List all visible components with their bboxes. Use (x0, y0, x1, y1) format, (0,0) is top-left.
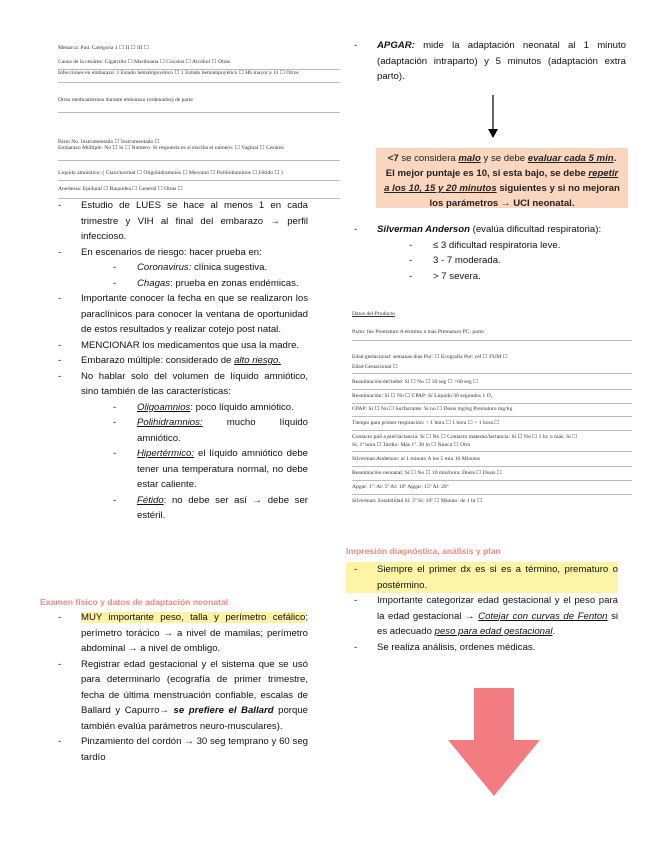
list-item: - Estudio de LUES se hace al menos 1 en cada trimestre y VIH al final del embarazo → perfil infeccioso. (50, 198, 308, 245)
form-row: Parto No. Instrumentado ☐ Instrumentado ☐ (58, 139, 160, 145)
form-title: Datos del Producto (352, 311, 395, 317)
list-item: - Siempre el primer dx es si es a término, prematuro o postérmino. (346, 562, 618, 593)
large-down-arrow-icon (448, 688, 540, 796)
list-item: - Polihidramnios: mucho líquido amniótico. (81, 415, 308, 446)
form-row: Tiempo para primer respiración: < 1 hora ☐ 1 hora ☐ > 1 hora ☐ (352, 420, 500, 426)
list-item: - ≤ 3 dificultad respiratoria leve. (377, 238, 626, 254)
list-item: - Pinzamiento del cordón → 30 seg temprano y 60 seg tardío (50, 734, 308, 765)
divider (352, 416, 632, 417)
list-item: - 3 - 7 moderada. (377, 253, 626, 269)
form-right-excerpt (352, 310, 632, 510)
form-row: Apgar: 1º: Al: 5º Al: 10º Apgar: 15º Al: 20º (352, 484, 449, 490)
list-item: - Hipertérmico: el líquido amniótico debe tener una temperatura normal, no debe estar caliente. (81, 446, 308, 493)
form-row: Causa de la cesárea: Cigarrillo ☐ Marihuana ☐ Cocaína ☐ Alcohol ☐ Otras (58, 59, 230, 65)
divider (352, 340, 632, 341)
down-arrow-icon (486, 95, 500, 139)
form-row: Silverman: Estabilidad Sí: 5º Sí: 10º ☐ Minuto: de 1 hr ☐ (352, 498, 483, 504)
divider (58, 82, 340, 83)
form-row: Reanimación neonatal: Sí ☐ No ☐ 10 min/hora: Dosis ☐ Dosis ☐ (352, 470, 502, 476)
form-row: Anestesia: Epidural ☐ Raquídea ☐ General ☐ Otras ☐ (58, 186, 183, 192)
list-item: - Coronavirus: clínica sugestiva. (81, 260, 308, 276)
form-row: Embarazo Múltiple: No ☐ Sí ☐ Número: Si respuesta es sí escriba el número: ☐ Vaginal ☐ Cesárea (58, 145, 284, 151)
divider (352, 451, 632, 452)
list-item: - En escenarios de riesgo: hacer prueba en: - Coronavirus: clínica sugestiva. - Chagas: prueba en zonas endémicas. (50, 245, 308, 292)
silverman-note (346, 222, 626, 284)
form-left-excerpt (58, 40, 340, 202)
divider (352, 373, 632, 374)
list-item: - Se realiza análisis, ordenes médicas. (346, 640, 618, 656)
form-row: Silverman Anderson: al 1 minuto A los 5 min 10 Minutos (352, 456, 481, 462)
left-notes (50, 198, 308, 524)
form-row: CPAP: Sí ☐ No ☐ Surfactante: Sí no ☐ Dosis mg/kg Prematuro mg/kg (352, 406, 513, 412)
list-item: - APGAR: mide la adaptación neonatal al 1 minuto (adaptación intraparto) y 5 minutos (adaptación extra parto). (346, 38, 626, 85)
impression-notes (346, 562, 618, 655)
list-item: - > 7 severa. (377, 269, 626, 285)
form-row: Parto: fue Prematuro A término a más Prematuro PC: parto (352, 329, 484, 335)
form-row: Edad gestacional: semanas días Por: ☐ Ecografía Por: cel ☐ FUM ☐ (352, 354, 508, 360)
form-row: Otros medicamentos durante embarazo (ordenados) de parte (58, 97, 193, 103)
form-row: Líquido amniótico: ( Claro/normal ☐ Oligohidramnios ☐ Meconio ☐ Polihidramnios ☐ Fétido ☐ ) (58, 170, 283, 176)
divider (58, 160, 340, 161)
list-item: - Importante conocer la fecha en que se realizaron los paraclínicos para conocer la ventana de oportunidad de estos resultados y realizar cotejo post natal. (50, 291, 308, 338)
list-item: - Importante categorizar edad gestacional y el peso para la edad gestacional → Cotejar con curvas de Fenton si es adecuado peso para edad gestacional. (346, 593, 618, 640)
apgar-warning-box: <7 se considera malo y se debe evaluar cada 5 min. El mejor puntaje es 10, si esta bajo, se debe repetir a los 10, 15 y 20 minutos siguientes y si no mejoran los parámetros → UCI neonatal. (376, 148, 628, 208)
list-item: - MENCIONAR los medicamentos que usa la madre. (50, 338, 308, 354)
list-item: - Chagas: prueba en zonas endémicas. (81, 276, 308, 292)
divider (352, 494, 632, 495)
form-row: Menarca: Pad. Categoría 1 ☐ II ☐ III ☐ (58, 45, 149, 51)
apgar-note (346, 38, 626, 85)
form-row: Sí, 1ª hora ☐ Tardío: Más 1ª. 30 m ☐ Nunca ☐ Otra (352, 442, 470, 448)
list-item: - Oligoamnios: poco líquido amniótico. (81, 400, 308, 416)
impression-section-title: Impresión diagnóstica, análisis y plan (346, 546, 501, 556)
divider (352, 480, 632, 481)
list-item: - Embarazo múltiple: considerado de alto riesgo. (50, 353, 308, 369)
form-row: Infecciones en embarazo: 1 Estado hematopoyético ☐ 1 Estado hematopoyético ☐ Hb mayor a 11 ☐ Otros (58, 70, 299, 76)
list-item: - MUY importante peso, talla y perímetro cefálico; perímetro torácico → a nivel de mamilas; perímetro abdominal → a nivel de ombligo. (50, 610, 308, 657)
divider (352, 403, 632, 404)
exam-notes (50, 610, 308, 765)
divider (352, 430, 632, 431)
list-item: - Fétido: no debe ser así → debe ser estéril. (81, 493, 308, 524)
divider (352, 389, 632, 390)
divider (352, 466, 632, 467)
divider (58, 180, 340, 181)
form-row: Reanimación: Sí ☐ No ☐ CPAP: Sí Líquido 30 segundos 1 O₂ (352, 393, 493, 399)
form-row: Contacto piel a piel/lactancia: Sí ☐ No ☐ Contacto materno/lactancia: Sí ☐ No ☐ 1 hr. o más: Sí ☐ (352, 434, 578, 440)
divider (58, 112, 340, 113)
form-row: Reanimación del bebé: Sí ☐ No ☐ 30 seg ☐ >60 seg ☐ (352, 379, 479, 385)
list-item: - Silverman Anderson (evalúa dificultad respiratoria): - ≤ 3 dificultad respiratoria leve. - 3 - 7 moderada. - > 7 severa. (346, 222, 626, 284)
form-row: Edad Gestacional ☐ (352, 364, 398, 370)
list-item: - Registrar edad gestacional y el sistema que se usó para determinarlo (ecografía de primer trimestre, fecha de última menstruación confiable, escalas de Ballard y Capurro→ se prefiere el Ballard porque también evalúa parámetros neuro-musculares). (50, 657, 308, 735)
exam-section-title: Examen físico y datos de adaptación neonatal (40, 597, 229, 607)
list-item: - No hablar solo del volumen de líquido amniótico, sino también de las características: - Oligoamnios: poco líquido amniótico. - Polihidramnios: mucho líquido amniótico. - Hipertérmico: el líquido amniótico debe tener una temperatura normal, no debe estar caliente. - Fétido: no debe ser así → debe ser estéril. (50, 369, 308, 524)
